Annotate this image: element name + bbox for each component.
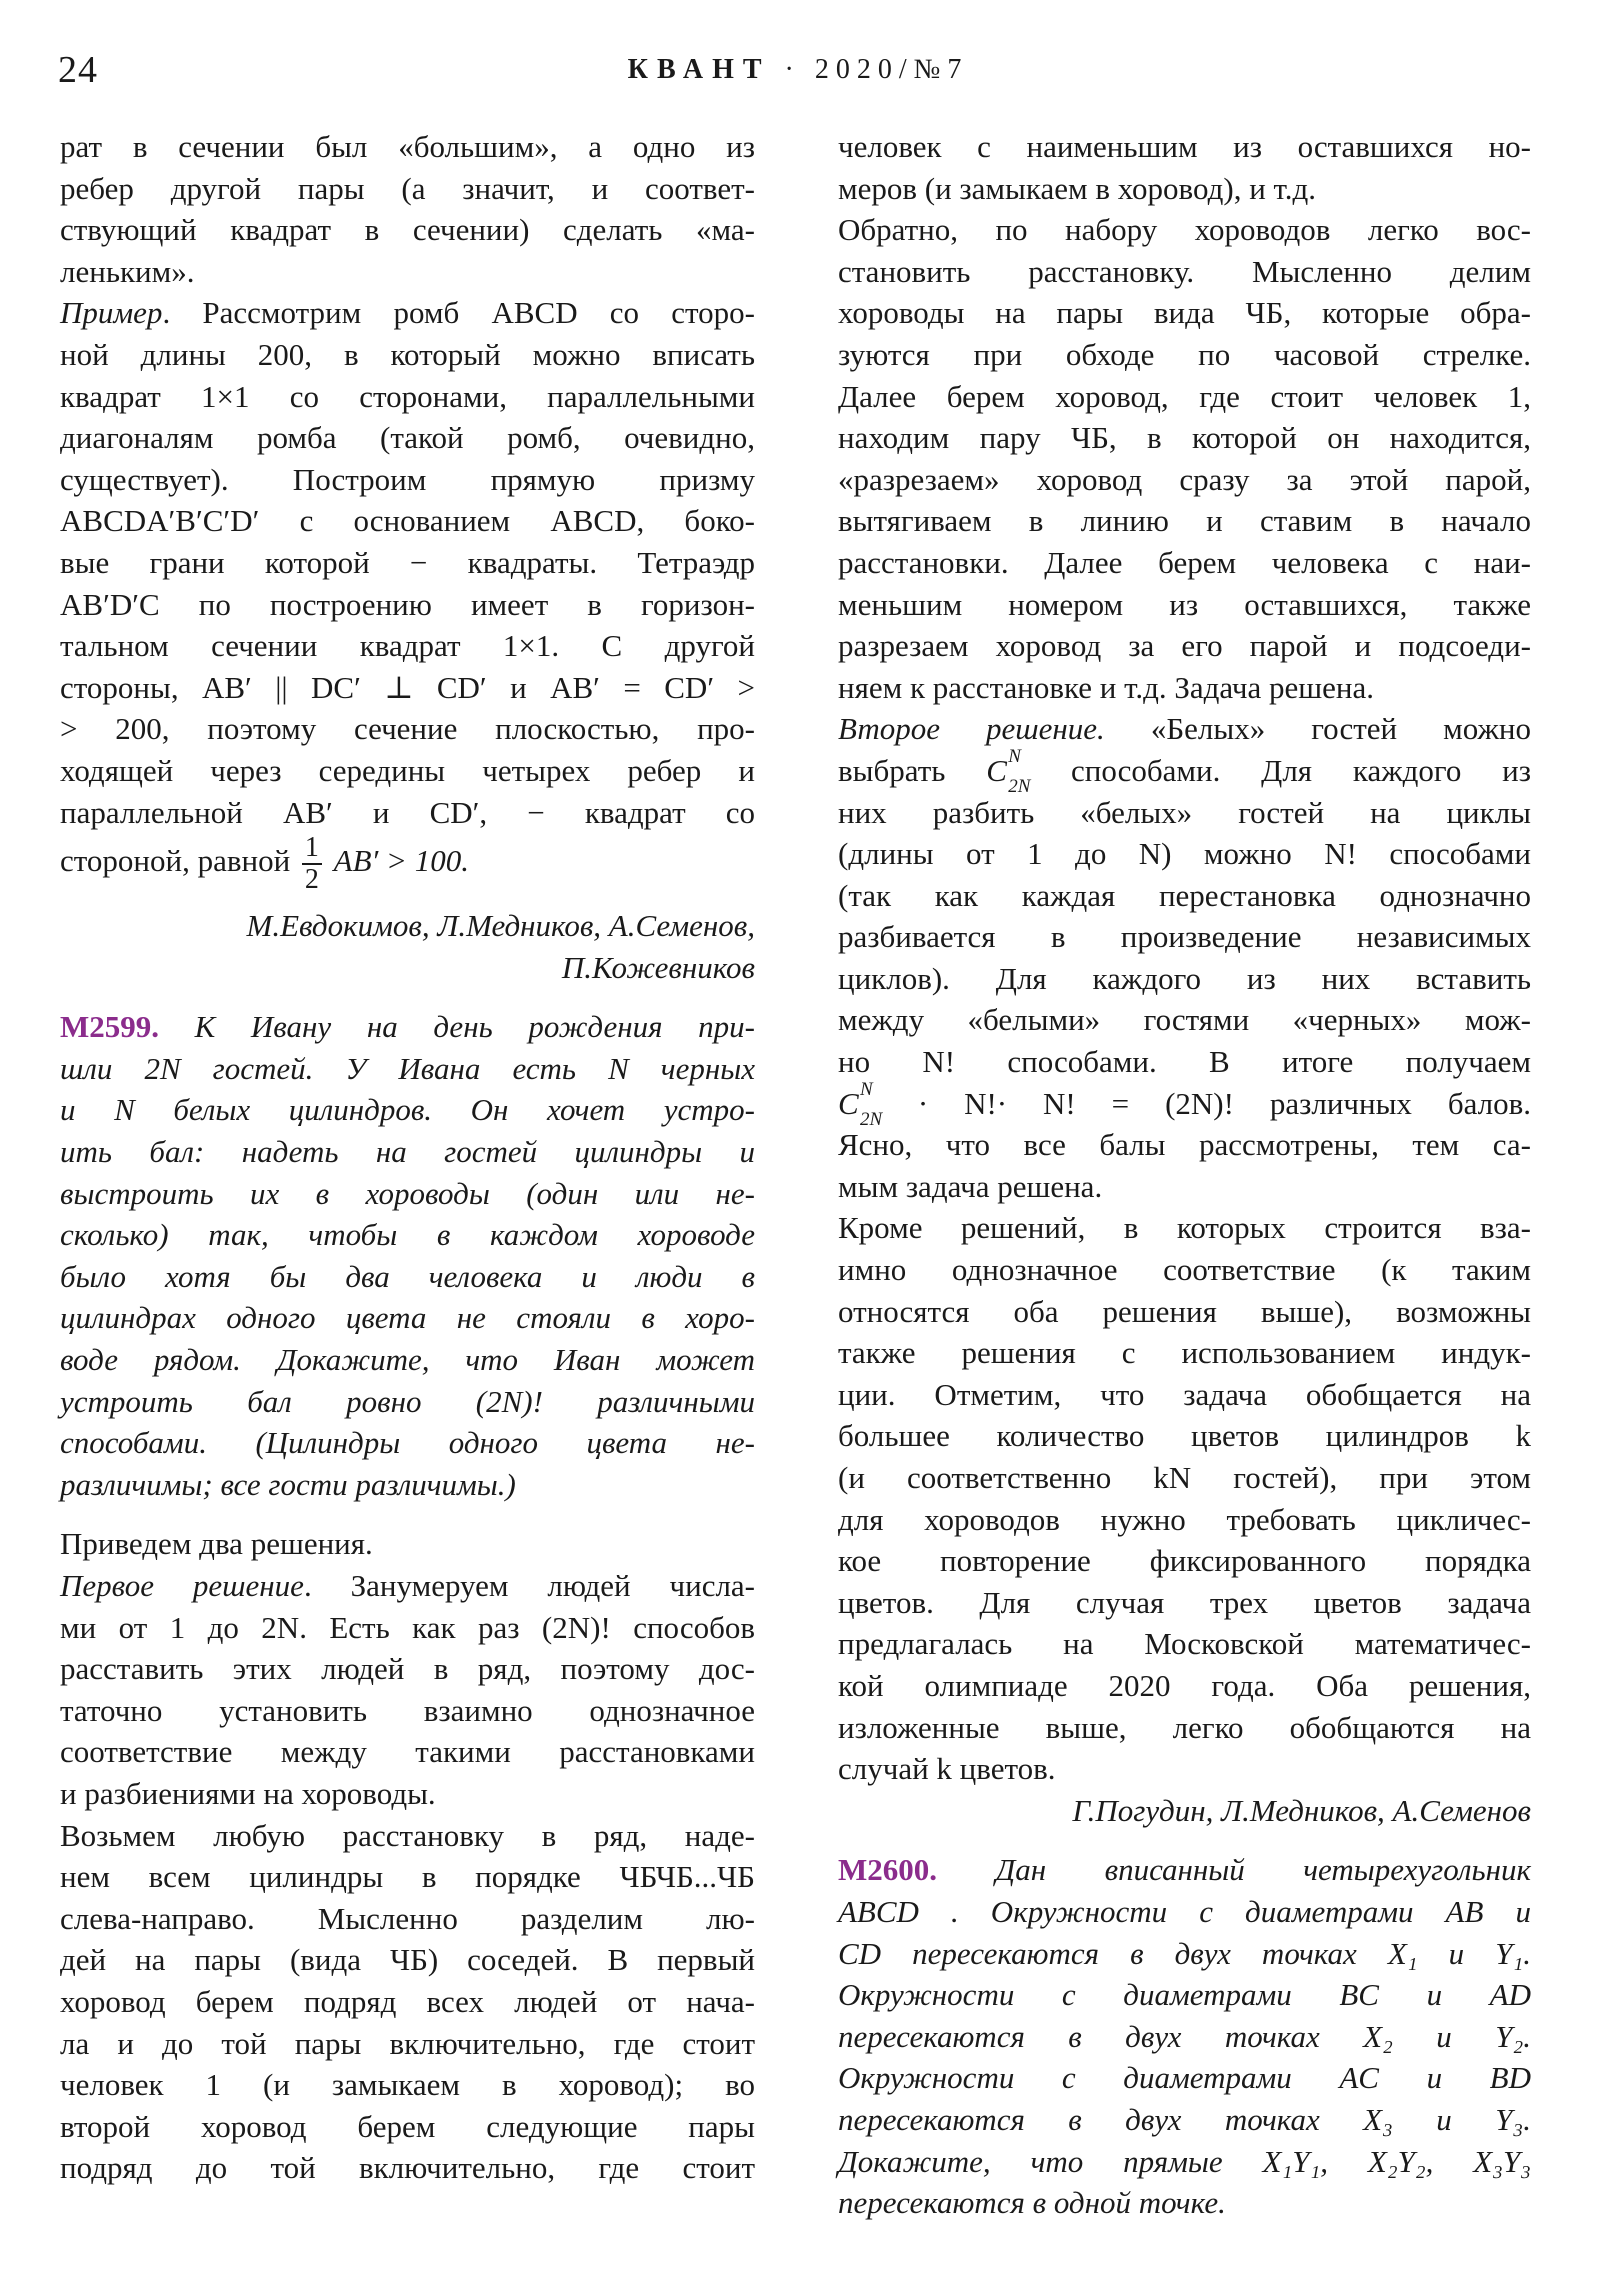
second-solution — [838, 708, 1531, 1207]
text-line: параллельной AB′ и CD′, − квадрат со — [60, 794, 755, 830]
problem-m2599 — [60, 1006, 755, 1505]
text-line: дей на пары (вида ЧБ) соседей. В первый — [60, 1942, 755, 1978]
author-line: П.Кожевников — [561, 949, 755, 985]
binomial-letter: C — [838, 1085, 859, 1121]
text-line: Ясно, что все балы рассмотрены, тем са- — [838, 1127, 1531, 1163]
text-line: выстроить их в хороводы (один или не- — [60, 1175, 755, 1211]
text-line: относятся оба решения выше), возможны — [838, 1293, 1531, 1329]
paragraph-continuation — [838, 126, 1531, 209]
text-line: находим пару ЧБ, в которой он находится, — [838, 420, 1531, 456]
text-line: для хороводов нужно требовать цикличес- — [838, 1501, 1531, 1537]
formula-line — [60, 833, 755, 895]
page-header — [58, 48, 1538, 98]
text-line: Возьмем любую расстановку в ряд, наде- — [60, 1817, 755, 1853]
fraction-numerator: 1 — [302, 833, 322, 865]
authors-signature: Г.Погудин, Л.Медников, А.Семенов — [1072, 1792, 1531, 1828]
binomial-symbol — [838, 1078, 883, 1130]
text-fragment: способами. Для каждого из — [1070, 752, 1532, 788]
text-line: Докажите, что прямые X₁Y₁, X₂Y₂, X₃Y₃ — [838, 2143, 1531, 2179]
text-line: цветов. Для случая трех цветов задача — [838, 1584, 1531, 1620]
text-line: тальном сечении квадрат 1×1. С другой — [60, 628, 755, 664]
text-line: воде рядом. Докажите, что Иван может — [60, 1342, 755, 1378]
binomial-symbol — [986, 745, 1031, 797]
text-line: разрезаем хоровод за его парой и подсоеди- — [838, 628, 1531, 664]
binomial-superscript: N — [1008, 745, 1021, 767]
text-line: квадрат 1×1 со сторонами, параллельными — [60, 378, 755, 414]
text-line: ABCDA′B′C′D′ с основанием ABCD, боко- — [60, 503, 755, 539]
text-line — [60, 1006, 755, 1048]
text-line: ить бал: надеть на гостей цилиндры и — [60, 1134, 755, 1170]
text-line: расстановки. Далее берем человека с наи- — [838, 544, 1531, 580]
text-line: случай k цветов. — [838, 1751, 1056, 1787]
text-fragment: К Ивану на день рождения при- — [194, 1009, 755, 1045]
text-line: хоровод берем подряд всех людей от нача- — [60, 1983, 755, 2019]
problem-number: М2599. — [60, 1009, 160, 1045]
text-line: соответствие между такими расстановками — [60, 1734, 755, 1770]
text-line: CD пересекаются в двух точках X₁ и Y₁. — [838, 1935, 1531, 1971]
text-line: Обратно, по набору хороводов легко вос- — [838, 212, 1531, 248]
text-line — [838, 1849, 1531, 1891]
text-line: зуются при обходе по часовой стрелке. — [838, 336, 1531, 372]
text-line: вытягиваем в линию и ставим в начало — [838, 503, 1531, 539]
paragraph-reverse — [838, 209, 1531, 708]
text-fragment: стороной, равной — [60, 843, 291, 879]
text-line — [838, 708, 1531, 750]
solution-label: Первое решение — [60, 1568, 304, 1603]
text-line: няем к расстановке и т.д. Задача решена. — [838, 669, 1375, 705]
running-title — [58, 54, 1538, 86]
text-line: Далее берем хоровод, где стоит человек 1, — [838, 378, 1531, 414]
text-line: между «белыми» гостями «черных» мож- — [838, 1002, 1531, 1038]
binomial-subscript: 2N — [1008, 775, 1031, 797]
text-line: слева-направо. Мысленно разделим лю- — [60, 1900, 755, 1936]
text-line: становить расстановку. Мысленно делим — [838, 253, 1531, 289]
text-line — [60, 1565, 755, 1607]
text-line: вые грани которой − квадраты. Тетраэдр — [60, 544, 755, 580]
text-line: существует). Построим прямую призму — [60, 461, 755, 497]
text-line — [838, 745, 1532, 797]
authors-signature — [60, 905, 755, 988]
text-line: ABCD . Окружности с диаметрами AB и — [838, 1893, 1531, 1929]
text-line: ции. Отметим, что задача обобщается на — [838, 1376, 1531, 1412]
paragraph-besides — [838, 1207, 1531, 1789]
text-line: мым задача решена. — [838, 1168, 1103, 1204]
text-line: и N белых цилиндров. Он хочет устро- — [60, 1092, 755, 1128]
text-line: второй хоровод берем следующие пары — [60, 2108, 755, 2144]
text-fragment: . Занумеруем людей числа- — [303, 1568, 756, 1603]
text-line: было хотя бы два человека и люди в — [60, 1258, 755, 1294]
example-label: Пример — [60, 295, 163, 331]
text-line: большее количество цветов цилиндров k — [838, 1418, 1531, 1454]
text-line: также решения с использованием индук- — [838, 1335, 1531, 1371]
text-line: рат в сечении был «большим», а одно из — [60, 129, 755, 164]
text-line: изложенные выше, легко обобщаются на — [838, 1709, 1531, 1745]
text-line: циклов). Для каждого из них вставить — [838, 960, 1531, 996]
text-line: кой олимпиаде 2020 года. Оба решения, — [838, 1667, 1531, 1703]
text-line: Окружности с диаметрами AC и BD — [838, 2060, 1531, 2096]
page-number: 24 — [58, 49, 98, 91]
example-paragraph — [60, 292, 755, 895]
fraction-denominator: 2 — [304, 864, 319, 896]
text-line: леньким». — [60, 253, 195, 289]
text-line: > 200, поэтому сечение плоскостью, про- — [60, 711, 755, 747]
text-line: (и соответственно kN гостей), при этом — [838, 1460, 1531, 1495]
binomial-subscript: 2N — [860, 1108, 883, 1130]
text-line: хороводы на пары вида ЧБ, которые обра- — [838, 295, 1531, 331]
author-line: М.Евдокимов, Л.Медников, А.Семенов, — [246, 908, 755, 944]
text-line: но N! способами. В итоге получаем — [838, 1044, 1531, 1080]
right-column — [838, 126, 1531, 2224]
paragraph-continuation — [60, 126, 755, 292]
text-line: и разбиениями на хороводы. — [60, 1775, 436, 1811]
text-line: ствующий квадрат в сечении) сделать «ма- — [60, 212, 755, 248]
text-line: (так как каждая перестановка однозначно — [838, 877, 1531, 913]
text-line: цилиндрах одного цвета не стояли в хоро- — [60, 1300, 755, 1336]
solution-label: Второе решение. — [838, 711, 1105, 747]
text-line: «разрезаем» хоровод сразу за этой парой, — [838, 461, 1531, 497]
text-line: различимы; все гости различимы.) — [60, 1466, 516, 1502]
text-fragment: Дан вписанный четырехугольник — [995, 1852, 1531, 1888]
text-line: подряд до той включительно, где стоит — [60, 2150, 755, 2186]
text-line: расставить этих людей в ряд, поэтому дос- — [60, 1651, 755, 1687]
text-line: Окружности с диаметрами BC и AD — [838, 1977, 1531, 2013]
text-line: пересекаются в двух точках X₃ и Y₃. — [838, 2101, 1531, 2137]
text-line: пересекаются в одной точке. — [838, 2185, 1226, 2221]
binomial-superscript: N — [860, 1078, 873, 1100]
text-line: диагоналям ромба (такой ромб, очевидно, — [60, 420, 755, 456]
text-fragment: AB′ > 100. — [333, 843, 469, 879]
separator: · — [784, 54, 801, 85]
text-fragment: выбрать — [838, 752, 946, 788]
text-line: ла и до той пары включительно, где стоит — [60, 2025, 755, 2061]
text-fragment: · N!· N! = (2N)! различных балов. — [917, 1085, 1531, 1121]
text-fragment: «Белых» гостей можно — [1104, 711, 1531, 747]
problem-m2600 — [838, 1849, 1531, 2223]
left-column — [60, 126, 755, 2189]
text-line: стороны, AB′ || DC′ ⊥ CD′ и AB′ = CD′ > — [60, 669, 755, 705]
text-line: человек с наименьшим из оставшихся но- — [838, 129, 1531, 164]
text-line: ребер другой пары (а значит, и соответ- — [60, 170, 755, 206]
text-line: шли 2N гостей. У Ивана есть N черных — [60, 1050, 755, 1086]
text-line: них разбить «белых» гостей на циклы — [838, 794, 1531, 830]
text-line: имно однозначное соответствие (к таким — [838, 1252, 1531, 1288]
text-line: устроить бал ровно (2N)! различными — [60, 1383, 755, 1419]
text-line: способами. (Цилиндры одного цвета не- — [60, 1425, 755, 1461]
text-line: таточно установить взаимно однозначное — [60, 1692, 755, 1728]
text-line — [60, 292, 755, 334]
issue-number: 2020/№7 — [814, 54, 969, 85]
text-line: нем всем цилиндры в порядке ЧБЧБ...ЧБ — [60, 1859, 755, 1895]
text-line: кое повторение фиксированного порядка — [838, 1543, 1531, 1579]
problem-number: М2600. — [838, 1852, 938, 1888]
formula-line — [838, 1078, 1531, 1130]
text-fragment: . Рассмотрим ромб ABCD со сторо- — [162, 295, 755, 331]
text-line: Кроме решений, в которых строится вза- — [838, 1210, 1531, 1246]
text-line: разбивается в произведение независимых — [838, 919, 1531, 955]
text-line: меров (и замыкаем в хоровод), и т.д. — [838, 170, 1317, 206]
text-line: AB′D′C по построению имеет в горизон- — [60, 586, 755, 622]
binomial-letter: C — [986, 752, 1007, 788]
paragraph-take-arrangement — [60, 1815, 755, 2189]
text-line: пересекаются в двух точках X₂ и Y₂. — [838, 2018, 1531, 2054]
text-line: предлагалась на Московской математичес- — [838, 1626, 1531, 1662]
fraction — [302, 833, 322, 895]
text-line: ной длины 200, в который можно вписать — [60, 336, 755, 372]
text-line: ми от 1 до 2N. Есть как раз (2N)! способов — [60, 1609, 755, 1645]
text-line: (длины от 1 до N) можно N! способами — [838, 836, 1531, 872]
text-line: меньшим номером из оставшихся, также — [838, 586, 1531, 622]
first-solution — [60, 1565, 755, 1815]
text-line: человек 1 (и замыкаем в хоровод); во — [60, 2067, 755, 2103]
solution-intro: Приведем два решения. — [60, 1526, 373, 1562]
text-line: ходящей через середины четырех ребер и — [60, 752, 755, 788]
magazine-name: КВАНТ — [627, 54, 771, 85]
text-line: сколько) так, чтобы в каждом хороводе — [60, 1217, 755, 1253]
